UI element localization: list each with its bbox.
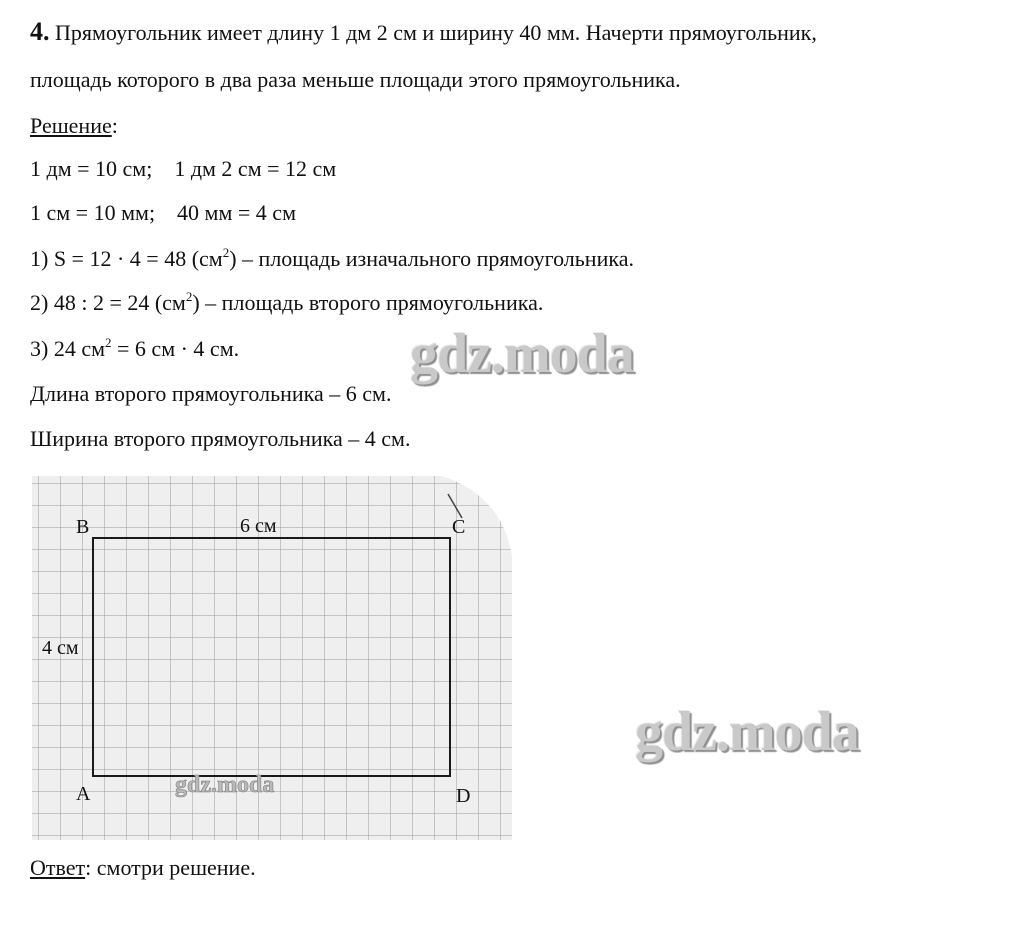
step-3-text-a: 3) 24 см (30, 336, 106, 361)
conversion-line-2: 1 см = 10 мм; 40 мм = 4 см (30, 200, 296, 225)
watermark-2: gdz.moda (635, 701, 859, 763)
step-3-text-b: = 6 см · 4 см. (111, 336, 240, 361)
solution-heading: Решение (30, 113, 112, 138)
side-label-left: 4 см (42, 637, 79, 659)
step-3-exponent: 2 (105, 335, 112, 350)
step-2-exponent: 2 (185, 289, 193, 304)
length-line: Длина второго прямоугольника – 6 см. (30, 381, 392, 406)
watermark-1: gdz.moda (410, 323, 634, 385)
vertex-label-d: D (456, 785, 471, 807)
answer-text: : смотри решение. (85, 855, 256, 880)
width-line: Ширина второго прямоугольника – 4 см. (30, 426, 411, 451)
step-1 (30, 245, 634, 273)
solution-heading-line (30, 112, 118, 140)
conversion-line-1: 1 дм = 10 см; 1 дм 2 см = 12 см (30, 156, 337, 181)
task-line-2: площадь которого в два раза меньше площади этого прямоугольника. (30, 67, 681, 92)
step-1-text-b: ) – площадь изначального прямоугольника. (229, 246, 634, 271)
side-label-top: 6 см (240, 515, 277, 537)
step-1-exponent: 2 (222, 245, 230, 260)
watermark-3: gdz.moda (175, 772, 275, 798)
task-number: 4. (30, 17, 50, 46)
step-2-text-b: ) – площадь второго прямоугольника. (192, 290, 544, 315)
step-2-text-a: 2) 48 : 2 = 24 (см (30, 290, 186, 315)
step-3 (30, 335, 239, 363)
grid-paper-drawing (32, 476, 512, 840)
task-line-1 (30, 18, 817, 47)
vertex-label-c: C (452, 516, 466, 538)
step-2 (30, 289, 543, 317)
vertex-label-a: A (76, 783, 91, 805)
answer-line (30, 854, 256, 882)
solution-heading-colon: : (111, 113, 118, 138)
task-text-1: Прямоугольник имеет длину 1 дм 2 см и ширину 40 мм. Начерти прямоугольник, (55, 20, 817, 45)
vertex-label-b: B (76, 516, 90, 538)
answer-label: Ответ (30, 855, 86, 880)
step-1-text-a: 1) S = 12 · 4 = 48 (см (30, 246, 223, 271)
